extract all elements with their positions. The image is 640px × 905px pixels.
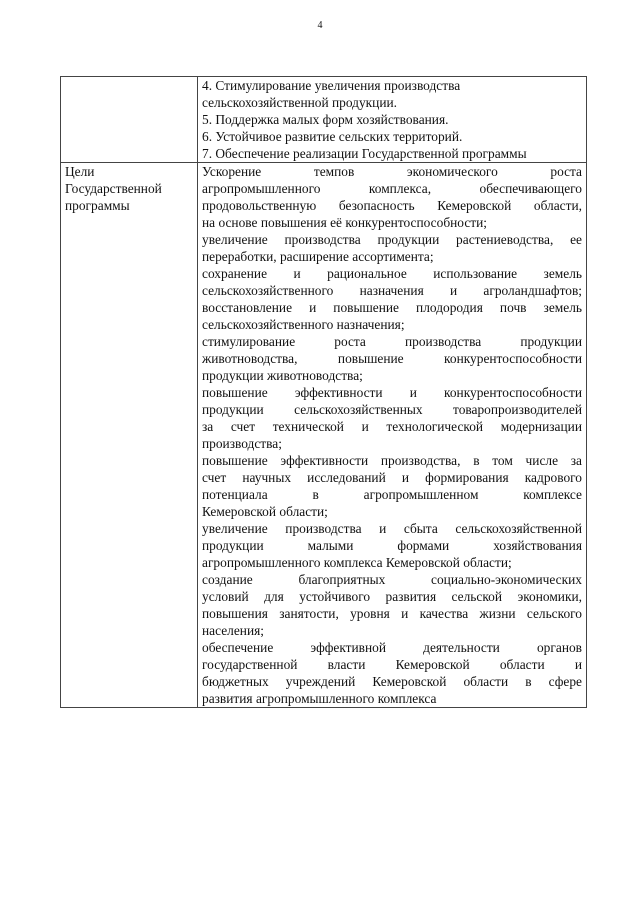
row-label-cell: [61, 163, 198, 708]
text-line: государственной власти Кемеровской области и: [202, 657, 582, 672]
program-passport-table: [60, 76, 587, 708]
text-line: за счет технической и технологической модернизации: [202, 419, 582, 434]
text-line: сельскохозяйственного назначения и агроландшафтов;: [202, 283, 582, 298]
text-line: повышение эффективности производства, в том числе за: [202, 453, 582, 468]
text-line: агропромышленного комплекса Кемеровской области;: [202, 555, 512, 570]
text-line: сельскохозяйственной продукции.: [202, 95, 398, 110]
text-line: населения;: [202, 623, 264, 638]
text-line: агропромышленного комплекса, обеспечивающего: [202, 181, 582, 196]
text-line: на основе повышения её конкурентоспособности;: [202, 215, 488, 230]
text-line: потенциала в агропромышленном комплексе: [202, 487, 582, 502]
text-line: счет научных исследований и формирования кадрового: [202, 470, 582, 485]
text-line: переработки, расширение ассортимента;: [202, 249, 434, 264]
text-line: увеличение производства и сбыта сельскохозяйственной: [202, 521, 582, 536]
text-line: сохранение и рациональное использование земель: [202, 266, 582, 281]
text-line: бюджетных учреждений Кемеровской области в сфере: [202, 674, 582, 689]
text-line: 6. Устойчивое развитие сельских территорий.: [202, 129, 463, 144]
row-label-cell: [61, 77, 198, 163]
text-line: условий для устойчивого развития сельской экономики,: [202, 589, 582, 604]
table-row: [61, 77, 587, 163]
text-line: восстановление и повышение плодородия почв земель: [202, 300, 582, 315]
text-line: 7. Обеспечение реализации Государственной программы: [202, 146, 527, 161]
text-line: животноводства, повышение конкурентоспособности: [202, 351, 582, 366]
text-line: продовольственную безопасность Кемеровской области,: [202, 198, 582, 213]
text-line: Кемеровской области;: [202, 504, 328, 519]
label-line: программы: [65, 198, 130, 213]
text-line: 5. Поддержка малых форм хозяйствования.: [202, 112, 449, 127]
page-number: 4: [317, 20, 323, 31]
label-line: Цели: [65, 164, 95, 179]
text-line: продукции сельскохозяйственных товаропроизводителей: [202, 402, 582, 417]
text-line: продукции малыми формами хозяйствования: [202, 538, 582, 553]
tasks-cell: [198, 77, 587, 163]
text-line: развития агропромышленного комплекса: [202, 691, 437, 706]
text-line: сельскохозяйственного назначения;: [202, 317, 405, 332]
text-line: 4. Стимулирование увеличения производства: [202, 78, 461, 93]
text-line: стимулирование роста производства продукции: [202, 334, 582, 349]
goals-cell: [198, 163, 587, 708]
text-line: создание благоприятных социально-экономических: [202, 572, 582, 587]
text-line: повышения занятости, уровня и качества жизни сельского: [202, 606, 582, 621]
text-line: производства;: [202, 436, 282, 451]
text-line: продукции животноводства;: [202, 368, 363, 383]
text-line: обеспечение эффективной деятельности органов: [202, 640, 582, 655]
text-line: увеличение производства продукции растениеводства, ее: [202, 232, 582, 247]
text-line: повышение эффективности и конкурентоспособности: [202, 385, 582, 400]
label-line: Государственной: [65, 181, 162, 196]
table-row: [61, 163, 587, 708]
text-line: Ускорение темпов экономического роста: [202, 164, 582, 179]
